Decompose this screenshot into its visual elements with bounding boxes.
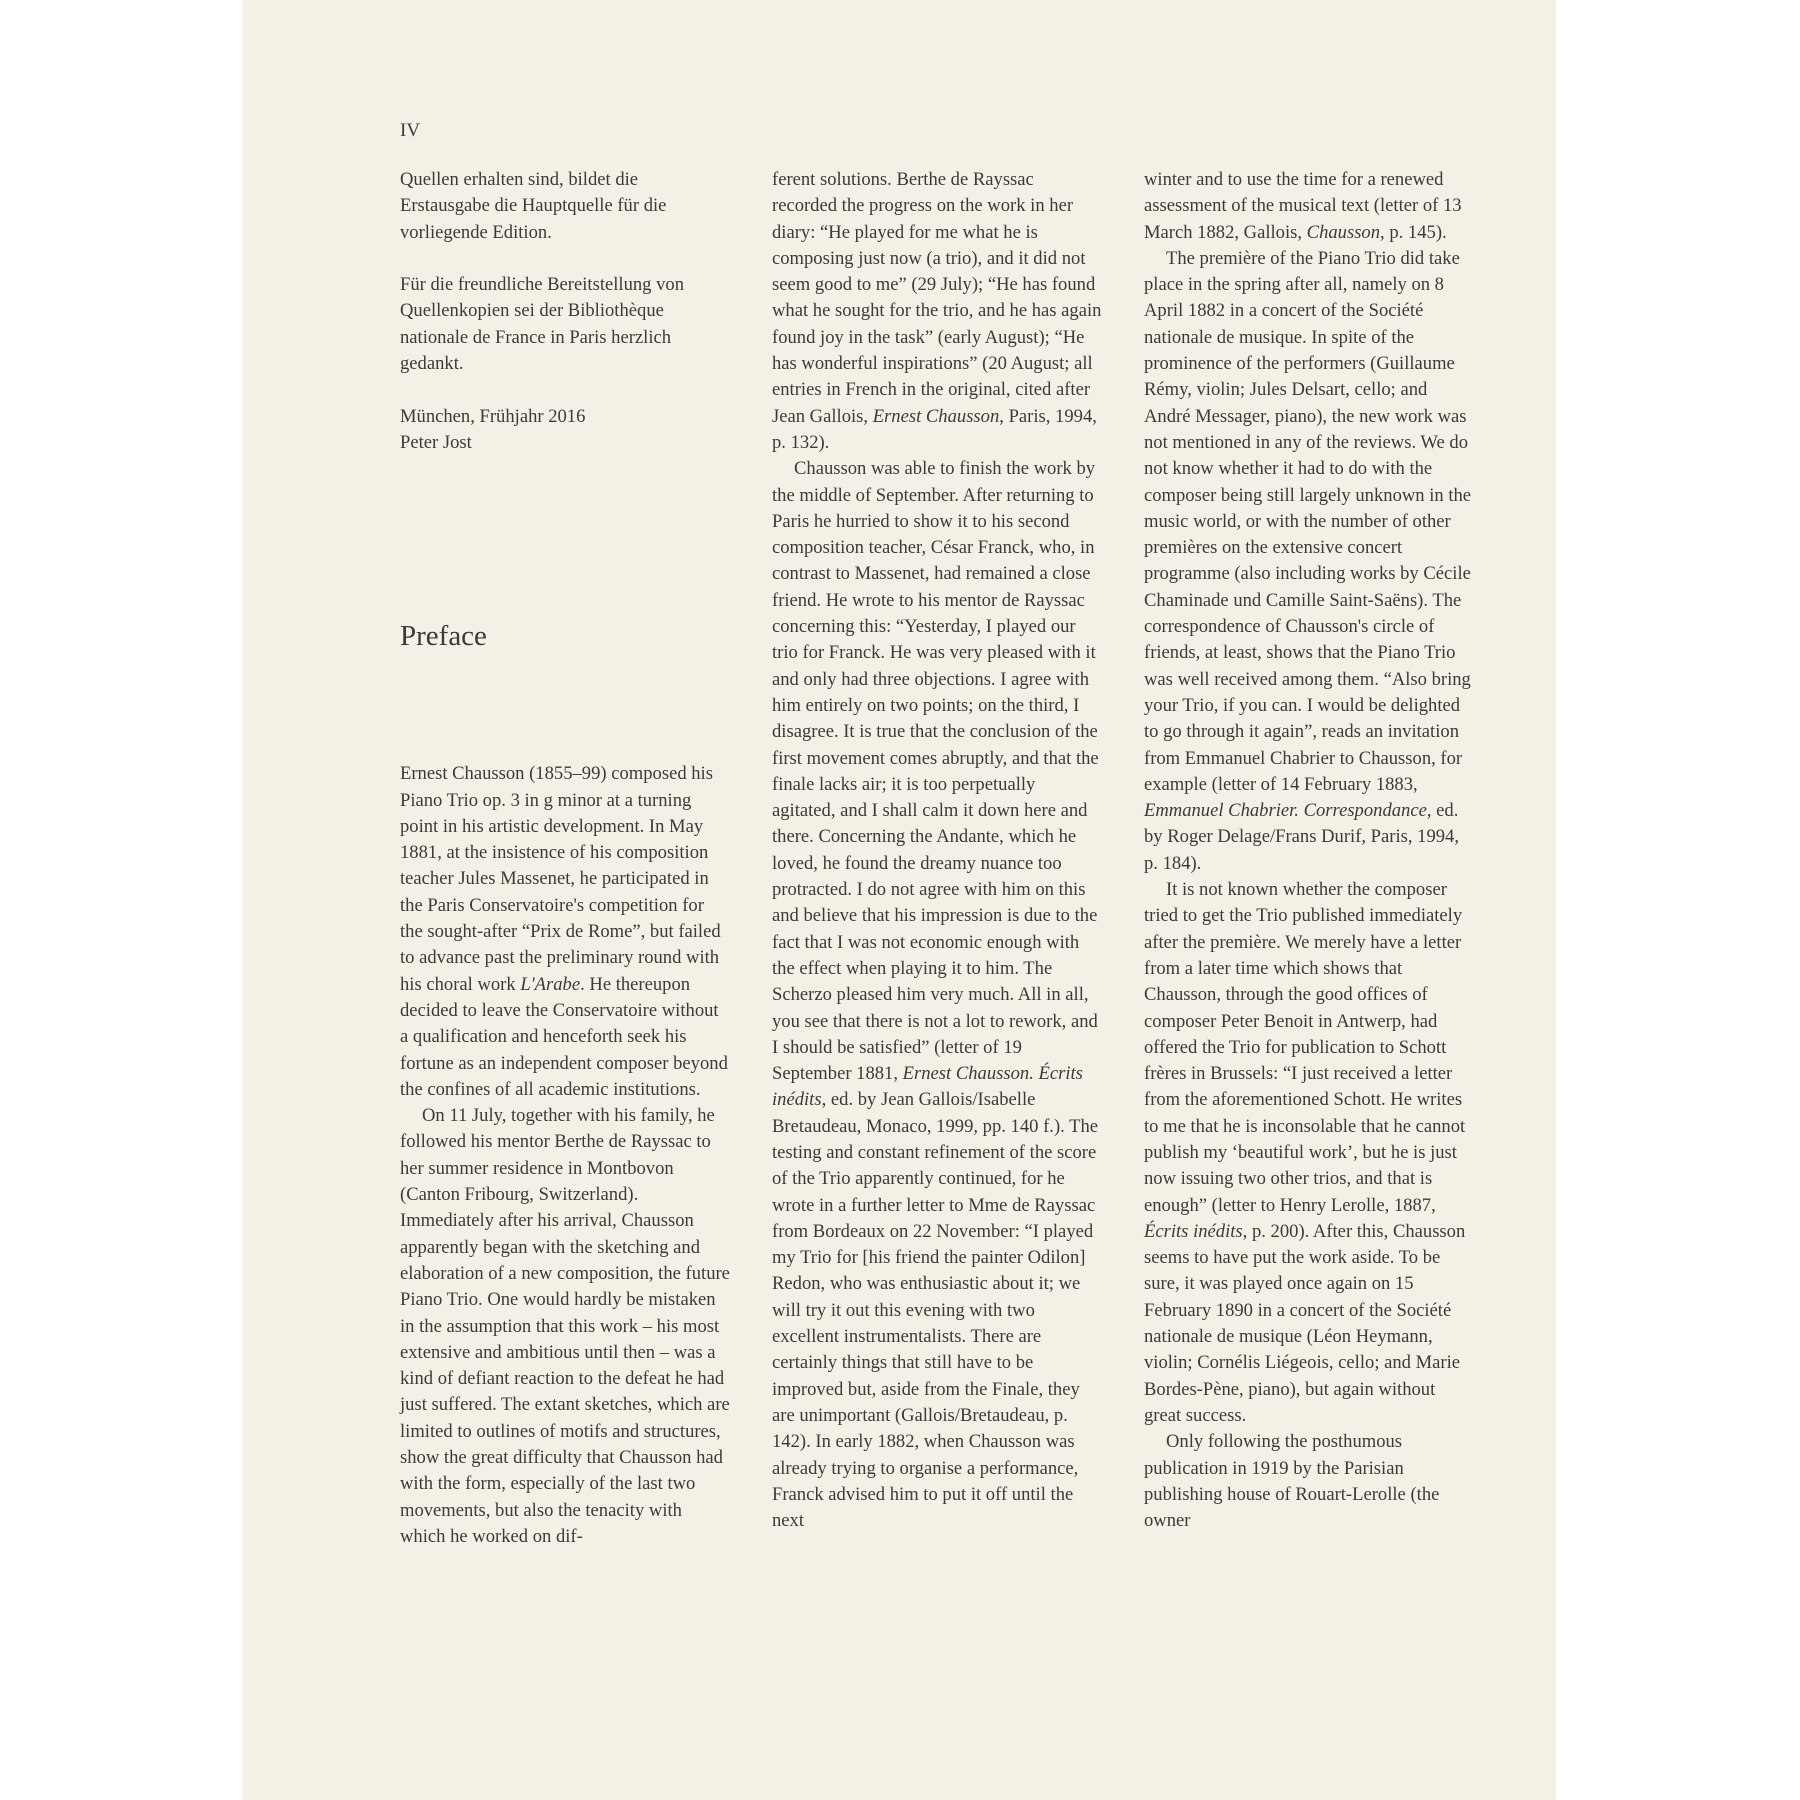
column-3 — [1144, 167, 1474, 1534]
column-1 — [400, 167, 730, 1550]
column-2 — [772, 167, 1102, 1534]
paragraph: Quellen erhalten sind, bildet die Erstausgabe die Hauptquelle für die vorliegende Edition. — [400, 169, 667, 243]
work-title: Écrits inédits — [1144, 1220, 1243, 1242]
work-title: L'Arabe — [520, 973, 581, 995]
paragraph: winter and to use the time for a renewed assessment of the musical text (letter of 13 March 1882, Gallois, Chausson, p. 145). — [1144, 169, 1462, 243]
page-number: IV — [400, 120, 421, 141]
paragraph: On 11 July, together with his family, he followed his mentor Berthe de Rayssac to her summer residence in Montbovon (Canton Fribourg, Switzerland). Immediately after his arrival, Chausson apparently began with the sketching and elaboration of a new composition, the future Piano Trio. One would hardly be mistaken in the assumption that this work – his most extensive and ambitious until then – was a kind of defiant reaction to the defeat he had just suffered. The extant sketches, which are limited to outlines of motifs and structures, show the great difficulty that Chausson had with the form, especially of the last two movements, but also the tenacity with which he worked on dif- — [400, 1105, 730, 1547]
work-title: Chausson — [1306, 221, 1381, 243]
work-title: Emmanuel Chabrier. Correspondance — [1144, 800, 1427, 822]
paragraph: It is not known whether the composer tried to get the Trio published immediately after the première. We merely have a letter from a later time which shows that Chausson, through the good offices of composer Peter Benoit in Antwerp, had offered the Trio for publication to Schott frères in Brussels: “I just received a letter from the aforementioned Schott. He writes to me that he is inconsolable that he cannot publish my ‘beautiful work’, but he is just now issuing two other trios, and that is enough” (letter to Henry Lerolle, 1887, Écrits inédits, p. 200). After this, Chausson seems to have put the work aside. To be sure, it was played once again on 15 February 1890 in a concert of the Société nationale de musique (Léon Heymann, violin; Cornélis Liégeois, cello; and Marie Bordes-Pène, piano), but again without great success. — [1144, 879, 1466, 1426]
work-title: Ernest Chausson — [872, 405, 1000, 427]
document-page — [244, 0, 1556, 1800]
paragraph: Only following the posthumous publication in 1919 by the Parisian publishing house of Rouart-Lerolle (the owner — [1144, 1431, 1440, 1532]
paragraph: The première of the Piano Trio did take place in the spring after all, namely on 8 April 1882 in a concert of the Société nationale de musique. In spite of the prominence of the performers (Guillaume Rémy, violin; Jules Delsart, cello; and André Messager, piano), the new work was not mentioned in any of the reviews. We do not know whether it had to do with the composer being still largely unknown in the music world, or with the number of other premières on the extensive concert programme (also including works by Cécile Chaminade und Camille Saint-Saëns). The correspondence of Chausson's circle of friends, at least, shows that the Piano Trio was well received among them. “Also bring your Trio, if you can. I would be delighted to go through it again”, reads an invitation from Emmanuel Chabrier to Chausson, for example (letter of 14 February 1883, Emmanuel Chabrier. Correspondance, ed. by Roger Delage/Frans Durif, Paris, 1994, p. 184). — [1144, 247, 1472, 874]
work-title: Ernest Chausson. Écrits inédits — [772, 1063, 1083, 1111]
paragraph: ferent solutions. Berthe de Rayssac recorded the progress on the work in her diary: “He played for me what he is composing just now (a trio), and it did not seem good to me” (29 July); “He has found what he sought for the trio, and he has again found joy in the task” (early August); “He has wonderful inspirations” (20 August; all entries in French in the original, cited after Jean Gallois, Ernest Chausson, Paris, 1994, p. 132). — [772, 169, 1102, 453]
section-heading: Preface — [400, 620, 487, 653]
signature-name: Peter Jost — [400, 431, 472, 453]
paragraph: Chausson was able to finish the work by the middle of September. After returning to Paris he hurried to show it to his second composition teacher, César Franck, who, in contrast to Massenet, had remained a close friend. He wrote to his mentor de Rayssac concerning this: “Yesterday, I played our trio for Franck. He was very pleased with it and only had three objections. I agree with him entirely on two points; on the third, I disagree. It is true that the conclusion of the first movement comes abruptly, and that the finale lacks air; it is too perpetually agitated, and I shall calm it down here and there. Concerning the Andante, which he loved, he found the dreamy nuance too protracted. I do not agree with him on this and believe that his impression is due to the fact that I was not economic enough with the effect when playing it to him. The Scherzo pleased him very much. All in all, you see that there is not a lot to rework, and I should be satisfied” (letter of 19 September 1881, Ernest Chausson. Écrits inédits, ed. by Jean Gallois/Isabelle Bretaudeau, Monaco, 1999, pp. 140 f.). The testing and constant refinement of the score of the Trio apparently continued, for he wrote in a further letter to Mme de Rayssac from Bordeaux on 22 November: “I played my Trio for [his friend the painter Odilon] Redon, who was enthusiastic about it; we will try it out this evening with two excellent instrumentalists. There are certainly things that still have to be improved but, aside from the Finale, they are unimportant (Gallois/Bretaudeau, p. 142). In early 1882, when Chausson was already trying to organise a performance, Franck advised him to put it off until the next — [772, 458, 1099, 1532]
paragraph: Für die freundliche Bereitstellung von Quellenkopien sei der Bibliothèque nationale de France in Paris herzlich gedankt. — [400, 274, 684, 375]
signature-place-date: München, Frühjahr 2016 — [400, 405, 586, 427]
paragraph: Ernest Chausson (1855–99) composed his Piano Trio op. 3 in g minor at a turning point in his artistic development. In May 1881, at the insistence of his composition teacher Jules Massenet, he participated in the Paris Conservatoire's competition for the sought-after “Prix de Rome”, but failed to advance past the preliminary round with his choral work L'Arabe. He thereupon decided to leave the Conservatoire without a qualification and henceforth seek his fortune as an independent composer beyond the confines of all academic institutions. — [400, 763, 728, 1100]
